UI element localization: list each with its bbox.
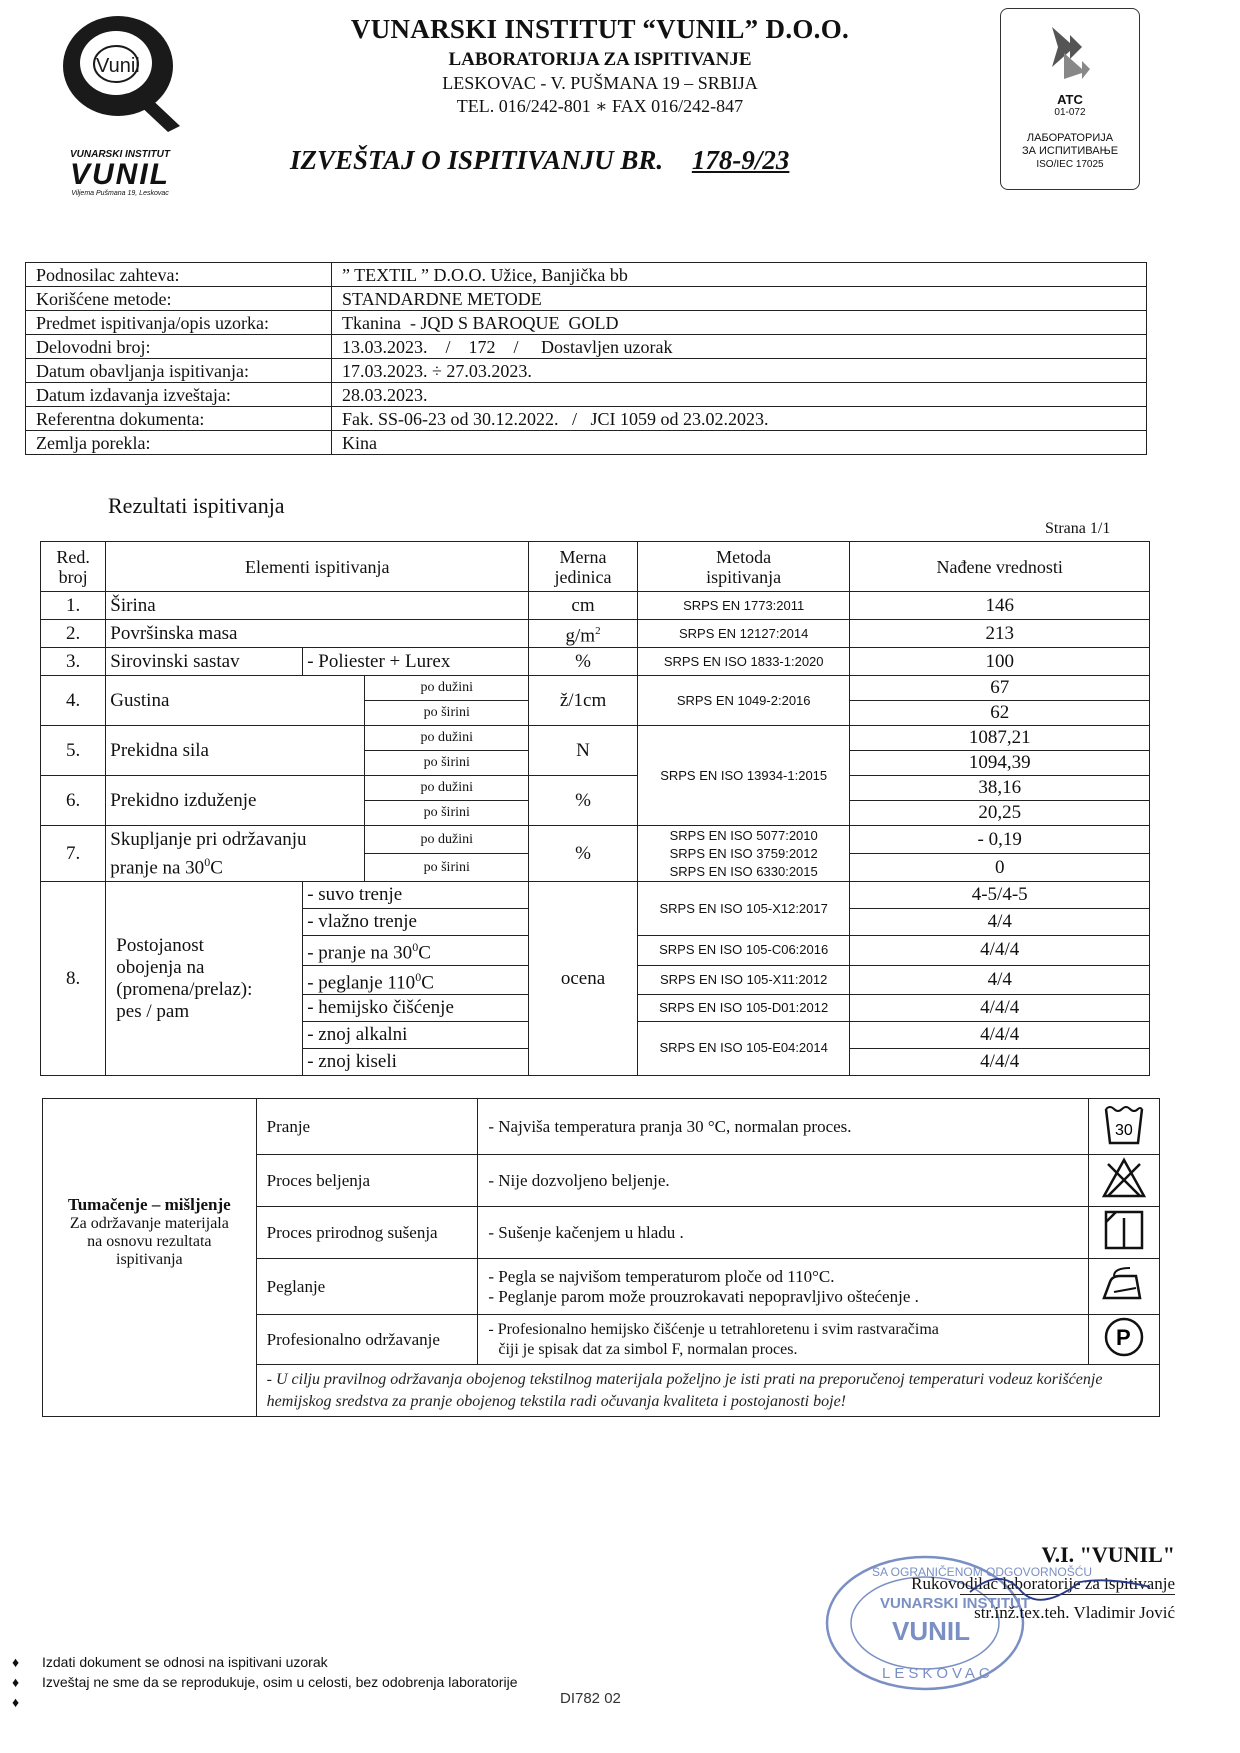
fastness-item: - hemijsko čišćenje — [303, 994, 529, 1021]
phone-fax: TEL. 016/242-801 ∗ FAX 016/242-847 — [456, 96, 744, 116]
care-text: - Nije dozvoljeno beljenje. — [478, 1155, 1089, 1207]
row-value: 4/4/4 — [850, 936, 1150, 965]
svg-text:LESKOVAC: LESKOVAC — [882, 1665, 994, 1682]
table-row — [41, 676, 1150, 701]
info-row — [26, 359, 1147, 383]
row-unit: cm — [529, 592, 638, 620]
row-number: 1. — [41, 592, 106, 620]
row-value: 62 — [850, 701, 1150, 726]
row-value: 4/4 — [850, 909, 1150, 936]
row-method: SRPS EN ISO 105-D01:2012 — [637, 994, 849, 1021]
care-label: Peglanje — [256, 1259, 478, 1315]
table-row — [41, 620, 1150, 648]
info-label: Delovodni broj: — [26, 335, 332, 359]
row-value: 38,16 — [850, 776, 1150, 801]
logo-caption-top: VUNARSKI INSTITUT — [70, 149, 170, 160]
care-text: - Najviša temperatura pranja 30 °C, normalan proces. — [478, 1099, 1089, 1155]
report-number: 178-9/23 — [691, 145, 790, 175]
direction-width: po širini — [365, 854, 529, 882]
footer-note: ♦ Izdati dokument se odnosi na ispitivani uzorak — [12, 1654, 328, 1670]
row-unit: ž/1cm — [529, 676, 638, 726]
fastness-item: - vlažno trenje — [303, 909, 529, 936]
wash-30-icon — [1088, 1099, 1159, 1155]
info-row — [26, 263, 1147, 287]
info-label: Korišćene metode: — [26, 287, 332, 311]
row-value: 4/4 — [850, 965, 1150, 994]
info-value: 17.03.2023. ÷ 27.03.2023. — [332, 359, 1147, 383]
direction-length: po dužini — [365, 676, 529, 701]
atc-code: ATC — [1057, 92, 1083, 107]
col-nadjene-vrednosti: Nađene vrednosti — [850, 542, 1150, 592]
care-note-row — [43, 1365, 1160, 1417]
row-value: 4/4/4 — [850, 1021, 1150, 1048]
svg-text:SA OGRANIČENOM ODGOVORNOŠĆU: SA OGRANIČENOM ODGOVORNOŠĆU — [872, 1565, 1093, 1579]
info-value: Fak. SS-06-23 od 30.12.2022. / JCI 1059 od 23.02.2023. — [332, 407, 1147, 431]
info-value: 13.03.2023. / 172 / Dostavljen uzorak — [332, 335, 1147, 359]
svg-text:VUNIL: VUNIL — [892, 1616, 970, 1646]
row-method: SRPS EN ISO 105-X12:2017 — [637, 882, 849, 936]
row-composition: - Poliester + Lurex — [303, 648, 529, 676]
row-number: 5. — [41, 726, 106, 776]
fastness-item: - suvo trenje — [303, 882, 529, 909]
info-value: STANDARDNE METODE — [332, 287, 1147, 311]
care-row-washing — [43, 1099, 1160, 1155]
table-row — [41, 592, 1150, 620]
info-value: Kina — [332, 431, 1147, 455]
row-number: 6. — [41, 776, 106, 826]
care-text: - Sušenje kačenjem u hladu . — [478, 1207, 1089, 1259]
svg-text:Vunil: Vunil — [96, 55, 140, 77]
direction-width: po širini — [365, 801, 529, 826]
atc-lab-line1: ЛАБОРАТОРИЈА — [1026, 132, 1114, 144]
document-code: DI782 02 — [560, 1690, 621, 1707]
footer-note: ♦ — [12, 1694, 20, 1710]
report-title-label: IZVEŠTAJ O ISPITIVANJU BR. — [290, 145, 664, 175]
svg-text:P: P — [1115, 1325, 1131, 1350]
info-row — [26, 335, 1147, 359]
report-title — [290, 145, 811, 176]
row-number: 3. — [41, 648, 106, 676]
no-bleach-icon — [1088, 1155, 1159, 1207]
fastness-item: - peglanje $110^0C$ — [303, 965, 529, 994]
table-row — [41, 726, 1150, 751]
logo-caption-brand: VUNIL — [70, 158, 170, 191]
signature-org: V.I. "VUNIL" — [1041, 1542, 1175, 1567]
row-element: Postojanost obojenja na (promena/prelaz): pes / pam — [106, 882, 303, 1076]
row-value: 100 — [850, 648, 1150, 676]
atc-number: 01-072 — [1054, 107, 1086, 118]
row-method: SRPS EN ISO 105-C06:2016 — [637, 936, 849, 965]
row-unit: % — [529, 826, 638, 882]
vunil-q-logo-icon — [50, 8, 190, 158]
care-text: - Profesionalno hemijsko čišćenje u tetrahloretenu i svim rastvaračima čiji je spisak dat za simbol F, normalan proces. — [478, 1315, 1089, 1365]
row-element: Prekidna sila — [106, 726, 365, 776]
results-title: Rezultati ispitivanja — [108, 493, 285, 518]
care-label: Proces prirodnog sušenja — [256, 1207, 478, 1259]
iron-low-icon — [1088, 1259, 1159, 1315]
row-value: 4-5/4-5 — [850, 882, 1150, 909]
signature-name: str.inž.tex.teh. Vladimir Jović — [974, 1603, 1175, 1622]
row-element: Skupljanje pri održavanju pranje na $30^0C$ — [106, 826, 365, 882]
fastness-item: - znoj alkalni — [303, 1021, 529, 1048]
col-metoda: Metoda ispitivanja — [637, 542, 849, 592]
row-element: Gustina — [106, 676, 365, 726]
direction-length: po dužini — [365, 776, 529, 801]
fastness-item: - znoj kiseli — [303, 1048, 529, 1075]
header-block — [250, 14, 950, 117]
row-element: Prekidno izduženje — [106, 776, 365, 826]
row-value: 146 — [850, 592, 1150, 620]
row-value: 4/4/4 — [850, 1048, 1150, 1075]
row-value: 4/4/4 — [850, 994, 1150, 1021]
page-label: Strana 1/1 — [1045, 520, 1111, 537]
handwritten-signature — [960, 1572, 1160, 1602]
results-table — [40, 541, 1150, 1076]
row-value: 20,25 — [850, 801, 1150, 826]
row-value: 0 — [850, 854, 1150, 882]
row-number: 7. — [41, 826, 106, 882]
laboratory-name: LABORATORIJA ZA ISPITIVANJE — [448, 49, 752, 70]
care-text: - Pegla se najvišom temperaturom ploče od 110°C. - Peglanje parom može prouzrokavati nepopravljivo oštećenje . — [478, 1259, 1089, 1315]
info-label: Referentna dokumenta: — [26, 407, 332, 431]
row-value: - 0,19 — [850, 826, 1150, 854]
care-interpretation-table — [42, 1098, 1160, 1417]
col-red-broj: Red. broj — [41, 542, 106, 592]
row-value: 213 — [850, 620, 1150, 648]
row-unit: $g/m^2$ — [529, 620, 638, 648]
footer-note: ♦ Izveštaj ne sme da se reprodukuje, osim u celosti, bez odobrenja laboratorije — [12, 1674, 518, 1690]
row-method: SRPS EN ISO 1833-1:2020 — [637, 648, 849, 676]
table-row — [41, 882, 1150, 909]
info-label: Podnosilac zahteva: — [26, 263, 332, 287]
row-value: 1094,39 — [850, 751, 1150, 776]
info-row — [26, 383, 1147, 407]
signature-block — [900, 1542, 1175, 1623]
institute-name: VUNARSKI INSTITUT “VUNIL” D.O.O. — [350, 14, 850, 44]
row-value: 1087,21 — [850, 726, 1150, 751]
vunil-logo — [50, 8, 190, 198]
atc-accreditation-icon — [1040, 23, 1100, 83]
care-label: Profesionalno održavanje — [256, 1315, 478, 1365]
request-info-table — [25, 262, 1147, 455]
direction-width: po širini — [365, 751, 529, 776]
info-label: Datum izdavanja izveštaja: — [26, 383, 332, 407]
logo-caption-address: Viljema Pušmana 19, Leskovac — [71, 190, 169, 197]
row-unit: % — [529, 648, 638, 676]
svg-text:30: 30 — [1114, 1122, 1133, 1139]
row-method: SRPS EN 12127:2014 — [637, 620, 849, 648]
fastness-item: - pranje na $30^0C$ — [303, 936, 529, 965]
line-dry-shade-icon — [1088, 1207, 1159, 1259]
info-label: Datum obavljanja ispitivanja: — [26, 359, 332, 383]
info-row — [26, 431, 1147, 455]
direction-length: po dužini — [365, 726, 529, 751]
address: LESKOVAC - V. PUŠMANA 19 – SRBIJA — [442, 73, 758, 93]
accreditation-badge — [1000, 8, 1140, 190]
atc-iso: ISO/IEC 17025 — [1036, 159, 1104, 170]
direction-width: po širini — [365, 701, 529, 726]
row-method: SRPS EN ISO 5077:2010 SRPS EN ISO 3759:2012 SRPS EN ISO 6330:2015 — [637, 826, 849, 882]
footer-notes — [12, 1652, 517, 1712]
row-unit: N — [529, 726, 638, 776]
care-note: - U cilju pravilnog održavanja obojenog tekstilnog materijala poželjno je isti prati na preporučenoj temperaturi vodeuz korišćenje hemijskog sredstva za pranje obojenog tekstila radi očuvanja kvaliteta i postojanosti boje! — [256, 1365, 1159, 1417]
info-row — [26, 311, 1147, 335]
direction-length: po dužini — [365, 826, 529, 854]
row-number: 4. — [41, 676, 106, 726]
info-row — [26, 407, 1147, 431]
interpretation-cell: Tumačenje – mišljenje Za održavanje materijala na osnovu rezultata ispitivanja — [43, 1099, 257, 1365]
col-elementi: Elementi ispitivanja — [106, 542, 529, 592]
row-element: Sirovinski sastav — [106, 648, 303, 676]
row-method: SRPS EN ISO 13934-1:2015 — [637, 726, 849, 826]
care-label: Pranje — [256, 1099, 478, 1155]
row-method: SRPS EN 1773:2011 — [637, 592, 849, 620]
row-number: 2. — [41, 620, 106, 648]
table-row — [41, 776, 1150, 801]
row-unit: ocena — [529, 882, 638, 1076]
info-value: Tkanina - JQD S BAROQUE GOLD — [332, 311, 1147, 335]
professional-clean-p-icon — [1088, 1315, 1159, 1365]
atc-lab-line2: ЗА ИСПИТИВАЊЕ — [1021, 145, 1119, 157]
info-label: Zemlja porekla: — [26, 431, 332, 455]
svg-text:VUNARSKI INSTITUT: VUNARSKI INSTITUT — [880, 1595, 1030, 1612]
row-method: SRPS EN 1049-2:2016 — [637, 676, 849, 726]
row-method: SRPS EN ISO 105-X11:2012 — [637, 965, 849, 994]
row-element: Površinska masa — [106, 620, 529, 648]
info-row — [26, 287, 1147, 311]
row-unit: % — [529, 776, 638, 826]
info-value: 28.03.2023. — [332, 383, 1147, 407]
table-row — [41, 648, 1150, 676]
table-row — [41, 826, 1150, 854]
row-value: 67 — [850, 676, 1150, 701]
row-number: 8. — [41, 882, 106, 1076]
row-element: Širina — [106, 592, 529, 620]
row-method: SRPS EN ISO 105-E04:2014 — [637, 1021, 849, 1075]
care-label: Proces beljenja — [256, 1155, 478, 1207]
info-value: ” TEXTIL ” D.O.O. Užice, Banjička bb — [332, 263, 1147, 287]
col-merna-jedinica: Merna jedinica — [529, 542, 638, 592]
info-label: Predmet ispitivanja/opis uzorka: — [26, 311, 332, 335]
signature-role: Rukovodilac laboratorije za ispitivanje — [911, 1574, 1175, 1593]
